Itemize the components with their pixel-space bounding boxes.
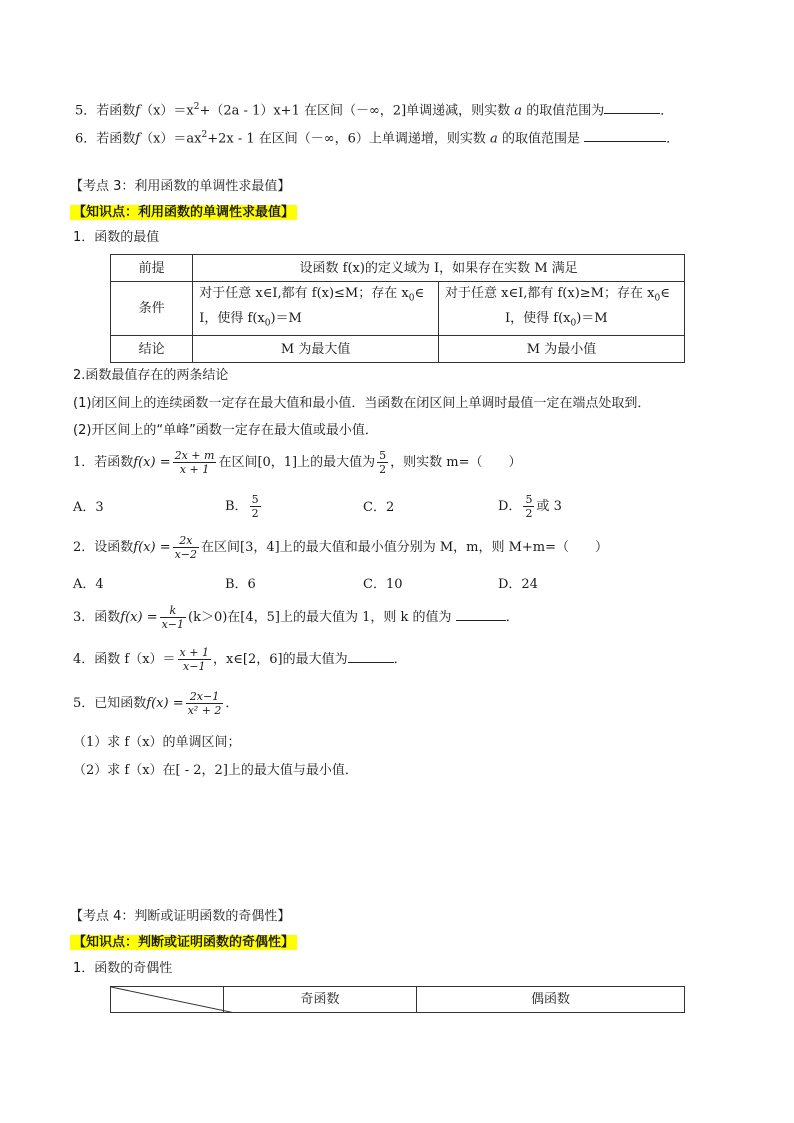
sub-question: （2）求 f（x）在[ - 2，2]上的最大值与最小值．	[73, 763, 358, 778]
option-D[interactable]: D．24	[498, 577, 538, 592]
answer-blank[interactable]	[456, 607, 506, 621]
option-D[interactable]: D． $\frac{5}{2}$ 或 3	[498, 493, 562, 520]
table-cell: M 为最大值	[193, 336, 439, 363]
fraction: $\frac{2x}{x-2}$	[174, 534, 198, 561]
fraction: $\frac{5}{2}$	[379, 449, 387, 476]
diagonal-cell	[111, 987, 224, 1013]
exercise-4: 4．函数 f（x）＝ $\frac{x + 1}{x-1}$ ，x∈[2，6]的最大值为 ．	[73, 646, 407, 673]
problem-5: 5．若函数$f(x)=x^2+(2a - 1)x+1$ 在区间（－∞，2]单调递减，则实数 a 的取值范围为 ．	[75, 102, 674, 119]
option-C[interactable]: C．2	[363, 500, 395, 515]
exercise-2: 2．设函数f(x) = $\frac{2x}{x-2}$ 在区间[3，4]上的最大值和最小值分别为 M，m，则 M+m=（ ）	[73, 534, 609, 561]
sub-heading: 1．函数的最值	[73, 230, 160, 245]
diagonal-line	[111, 987, 235, 1013]
fraction: $\frac{k}{x-1}$	[161, 604, 185, 631]
table-cell: 结论	[111, 336, 193, 363]
table-cell: 奇函数	[224, 987, 417, 1013]
option-B[interactable]: B． $\frac{5}{2}$	[225, 493, 259, 520]
knowledge-3: 【知识点：利用函数的单调性求最值】	[70, 204, 297, 222]
table-cell: 对于任意 x∈I,都有 f(x)≤M；存在 $x_0\in$ I，使得 $f(x_0)=M$	[193, 282, 439, 336]
option-A[interactable]: A．3	[73, 500, 104, 515]
option-A[interactable]: A．4	[73, 577, 104, 592]
section-3-title: 【考点 3：利用函数的单调性求最值】	[70, 179, 291, 194]
answer-blank[interactable]	[584, 128, 666, 142]
para-line: (1)闭区间上的连续函数一定存在最大值和最小值．当函数在闭区间上单调时最值一定在端点处取到．	[73, 396, 651, 411]
option-C[interactable]: C．10	[363, 577, 403, 592]
table-cell: 设函数 f(x)的定义域为 I，如果存在实数 M 满足	[193, 255, 685, 282]
para-line: (2)开区间上的“单峰”函数一定存在最大值或最小值．	[73, 423, 378, 438]
table-cell: 对于任意 x∈I,都有 f(x)≥M；存在 $x_0\in$ I，使得 $f(x_0)=M$	[439, 282, 685, 336]
exercise-1: 1．若函数f(x) = $\frac{2x + m}{x + 1}$ 在区间[0，1]上的最大值为 $\frac{5}{2}$ ，则实数 m=（ ）	[73, 449, 522, 476]
parity-table	[110, 986, 685, 1013]
table-cell: 条件	[111, 282, 193, 336]
fraction: $\frac{2x + m}{x + 1}$	[174, 449, 215, 476]
table-cell: 偶函数	[417, 987, 685, 1013]
fraction: $\frac{x + 1}{x-1}$	[179, 646, 209, 673]
answer-blank[interactable]	[604, 100, 660, 114]
section-4-title: 【考点 4：判断或证明函数的奇偶性】	[70, 909, 291, 924]
fraction: $\frac{2x-1}{\text{x² + 2}}$	[187, 690, 222, 717]
exercise-5: 5．已知函数f(x) = $\frac{2x-1}{\text{x² + 2}}$ ．	[73, 690, 239, 717]
sub-question: （1）求 f（x）的单调区间；	[73, 735, 241, 750]
fraction: $\frac{5}{2}$	[251, 493, 259, 520]
table-cell: M 为最小值	[439, 336, 685, 363]
problem-6: 6．若函数$f(x)=ax^2+2x - 1$ 在区间（－∞，6）上单调递增，则实数 a 的取值范围是 ．	[75, 130, 680, 147]
exercise-3: 3．函数f(x) = $\frac{k}{x-1}$ (k＞0)在[4，5]上的最大值为 1，则 k 的值为 ．	[73, 604, 519, 631]
option-B[interactable]: B．6	[225, 577, 256, 592]
extremum-table	[110, 254, 685, 363]
fraction: $\frac{5}{2}$	[525, 493, 533, 520]
para-title: 2.函数最值存在的两条结论	[73, 368, 229, 383]
table-cell: 前提	[111, 255, 193, 282]
knowledge-4: 【知识点：判断或证明函数的奇偶性】	[70, 934, 297, 952]
answer-blank[interactable]	[348, 649, 394, 663]
sub-heading: 1．函数的奇偶性	[73, 961, 173, 976]
